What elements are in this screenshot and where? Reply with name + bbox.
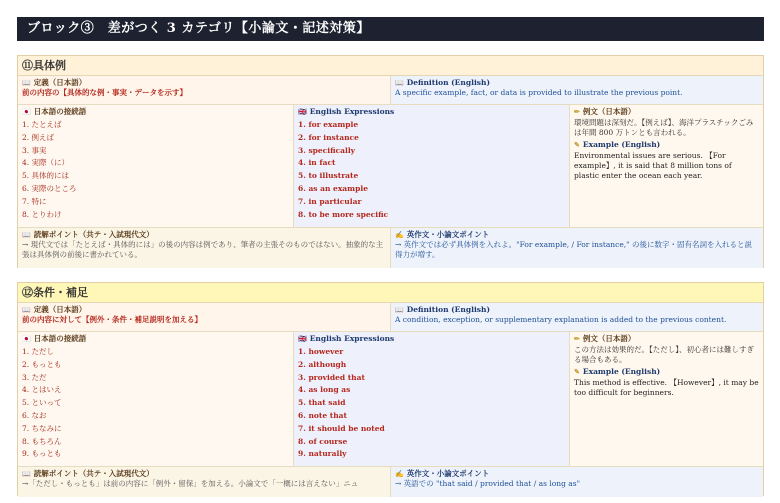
list-item: 3. provided that — [298, 372, 365, 382]
category-block-example — [17, 55, 764, 268]
example-en-text: This method is effective. 【However】, it may be too difficult for beginners. — [574, 378, 759, 397]
uk-flag-icon: 🇬🇧 — [298, 334, 307, 343]
list-item: 2. 例えば — [22, 132, 55, 142]
book-icon: 📖 — [22, 305, 31, 314]
list-item: 4. 実際（に） — [22, 158, 70, 168]
definition-en-text: A condition, exception, or supplementary explanation is added to the previous content. — [395, 315, 727, 324]
definition-en — [391, 303, 763, 331]
reading-text: →「ただし・もっとも」は前の内容に「例外・留保」を加える。小論文で「一概には言えない」ニュ — [22, 479, 359, 488]
block-title: ⑪具体例 — [18, 56, 763, 76]
book-icon: 📖 — [395, 78, 404, 87]
list-item: 8. もちろん — [22, 436, 62, 446]
japan-flag-icon: 🇯🇵 — [22, 334, 31, 343]
list-item: 6. なお — [22, 410, 47, 420]
example-ja-text: この方法は効果的だ。【ただし】、初心者には難しすぎる場合もある。 — [574, 345, 754, 364]
definition-ja — [18, 76, 391, 104]
expressions-en-label: English Expressions — [309, 107, 395, 116]
definition-ja-text: 前の内容に対して【例外・条件・補足説明を加える】 — [22, 315, 202, 324]
list-item: 2. for instance — [298, 132, 359, 142]
list-item: 1. たとえば — [22, 120, 62, 129]
reading-text: → 現代文では「たとえば・具体的には」の後の内容は例であり、筆者の主張そのものではない。抽象的な主張は具体例の前後に書かれている。 — [22, 240, 384, 259]
list-item: 6. 実際のところ — [22, 183, 77, 193]
definition-ja-label: 定義（日本語） — [33, 78, 87, 87]
list-item: 8. of course — [298, 436, 348, 446]
pencil-icon: ✎ — [574, 367, 580, 376]
example-ja-text: 環境問題は深刻だ。【例えば】、海洋プラスチックごみは年間 800 万トンとも言われる。 — [574, 118, 754, 137]
definition-ja-text: 前の内容の【具体的な例・事実・データを示す】 — [22, 88, 187, 97]
list-item: 6. note that — [298, 410, 347, 420]
example-ja-label: 例文（日本語） — [582, 107, 636, 116]
list-item: 2. もっとも — [22, 359, 62, 369]
connectives-ja — [18, 105, 294, 227]
list-item: 1. for example — [298, 120, 359, 129]
reading-point — [18, 228, 391, 268]
pen-icon: ✍ — [395, 230, 404, 239]
book-icon: 📖 — [395, 305, 404, 314]
book-icon: 📖 — [22, 78, 31, 87]
list-item: 4. とはいえ — [22, 385, 62, 395]
list-item: 5. といって — [22, 398, 62, 408]
page-header: ブロック③ 差がつく 3 カテゴリ【小論文・記述対策】 — [17, 17, 764, 41]
definition-en-label: Definition (English) — [406, 305, 491, 314]
writing-point — [391, 467, 763, 497]
definition-en-text: A specific example, fact, or data is provided to illustrate the previous point. — [395, 88, 683, 97]
example-en-text: Environmental issues are serious. 【For example】, it is said that 8 million tons of plastic enter the ocean each year. — [574, 151, 732, 180]
book-icon: 📖 — [22, 469, 31, 478]
reading-label: 読解ポイント（共テ・入試現代文） — [33, 230, 154, 239]
definition-ja-label: 定義（日本語） — [33, 305, 87, 314]
connectives-ja — [18, 332, 294, 466]
category-block-condition — [17, 282, 764, 496]
list-item: 8. to be more specific — [298, 209, 389, 219]
book-icon: 📖 — [22, 230, 31, 239]
definition-en — [391, 76, 763, 104]
example-cell — [570, 332, 763, 466]
list-item: 4. as long as — [298, 385, 351, 395]
pencil-icon: ✎ — [574, 140, 580, 149]
list-item: 7. ちなみに — [22, 423, 62, 433]
uk-flag-icon: 🇬🇧 — [298, 107, 307, 116]
example-en-label: Example (English) — [582, 140, 661, 149]
writing-label: 英作文・小論文ポイント — [406, 230, 490, 239]
connectives-ja-label: 日本語の接続語 — [33, 334, 87, 343]
list-item: 3. 事実 — [22, 145, 47, 155]
list-item: 3. specifically — [298, 145, 356, 155]
list-item: 5. to illustrate — [298, 171, 359, 181]
list-item: 8. とりわけ — [22, 209, 62, 219]
list-item: 5. that said — [298, 398, 346, 408]
connectives-ja-label: 日本語の接続語 — [33, 107, 87, 116]
example-ja-label: 例文（日本語） — [582, 334, 636, 343]
list-item: 9. naturally — [298, 449, 347, 459]
list-item: 3. ただ — [22, 372, 47, 382]
example-cell — [570, 105, 763, 227]
block-title: ⑫条件・補足 — [18, 283, 763, 303]
list-item: 7. it should be noted — [298, 423, 385, 433]
expressions-en — [294, 332, 570, 466]
expressions-en-label: English Expressions — [309, 334, 395, 343]
pencil-icon: ✏ — [574, 107, 580, 116]
list-item: 1. however — [298, 347, 344, 356]
pencil-icon: ✏ — [574, 334, 580, 343]
list-item: 7. 特に — [22, 196, 47, 206]
writing-point — [391, 228, 763, 268]
definition-ja — [18, 303, 391, 331]
reading-label: 読解ポイント（共テ・入試現代文） — [33, 469, 154, 478]
japan-flag-icon: 🇯🇵 — [22, 107, 31, 116]
list-item: 5. 具体的には — [22, 171, 70, 181]
definition-en-label: Definition (English) — [406, 78, 491, 87]
writing-text: → 英作文では必ず具体例を入れよ。"For example, / For instance," の後に数字・固有名詞を入れると説得力が増す。 — [395, 240, 752, 259]
pen-icon: ✍ — [395, 469, 404, 478]
list-item: 7. in particular — [298, 196, 362, 206]
list-item: 6. as an example — [298, 183, 368, 193]
writing-text: → 英語での "that said / provided that / as long as" — [395, 479, 581, 488]
expressions-en — [294, 105, 570, 227]
example-en-label: Example (English) — [582, 367, 661, 376]
list-item: 1. ただし — [22, 347, 55, 356]
list-item: 4. in fact — [298, 158, 336, 168]
reading-point — [18, 467, 391, 497]
writing-label: 英作文・小論文ポイント — [406, 469, 490, 478]
list-item: 9. もっとも — [22, 449, 62, 459]
list-item: 2. although — [298, 359, 347, 369]
